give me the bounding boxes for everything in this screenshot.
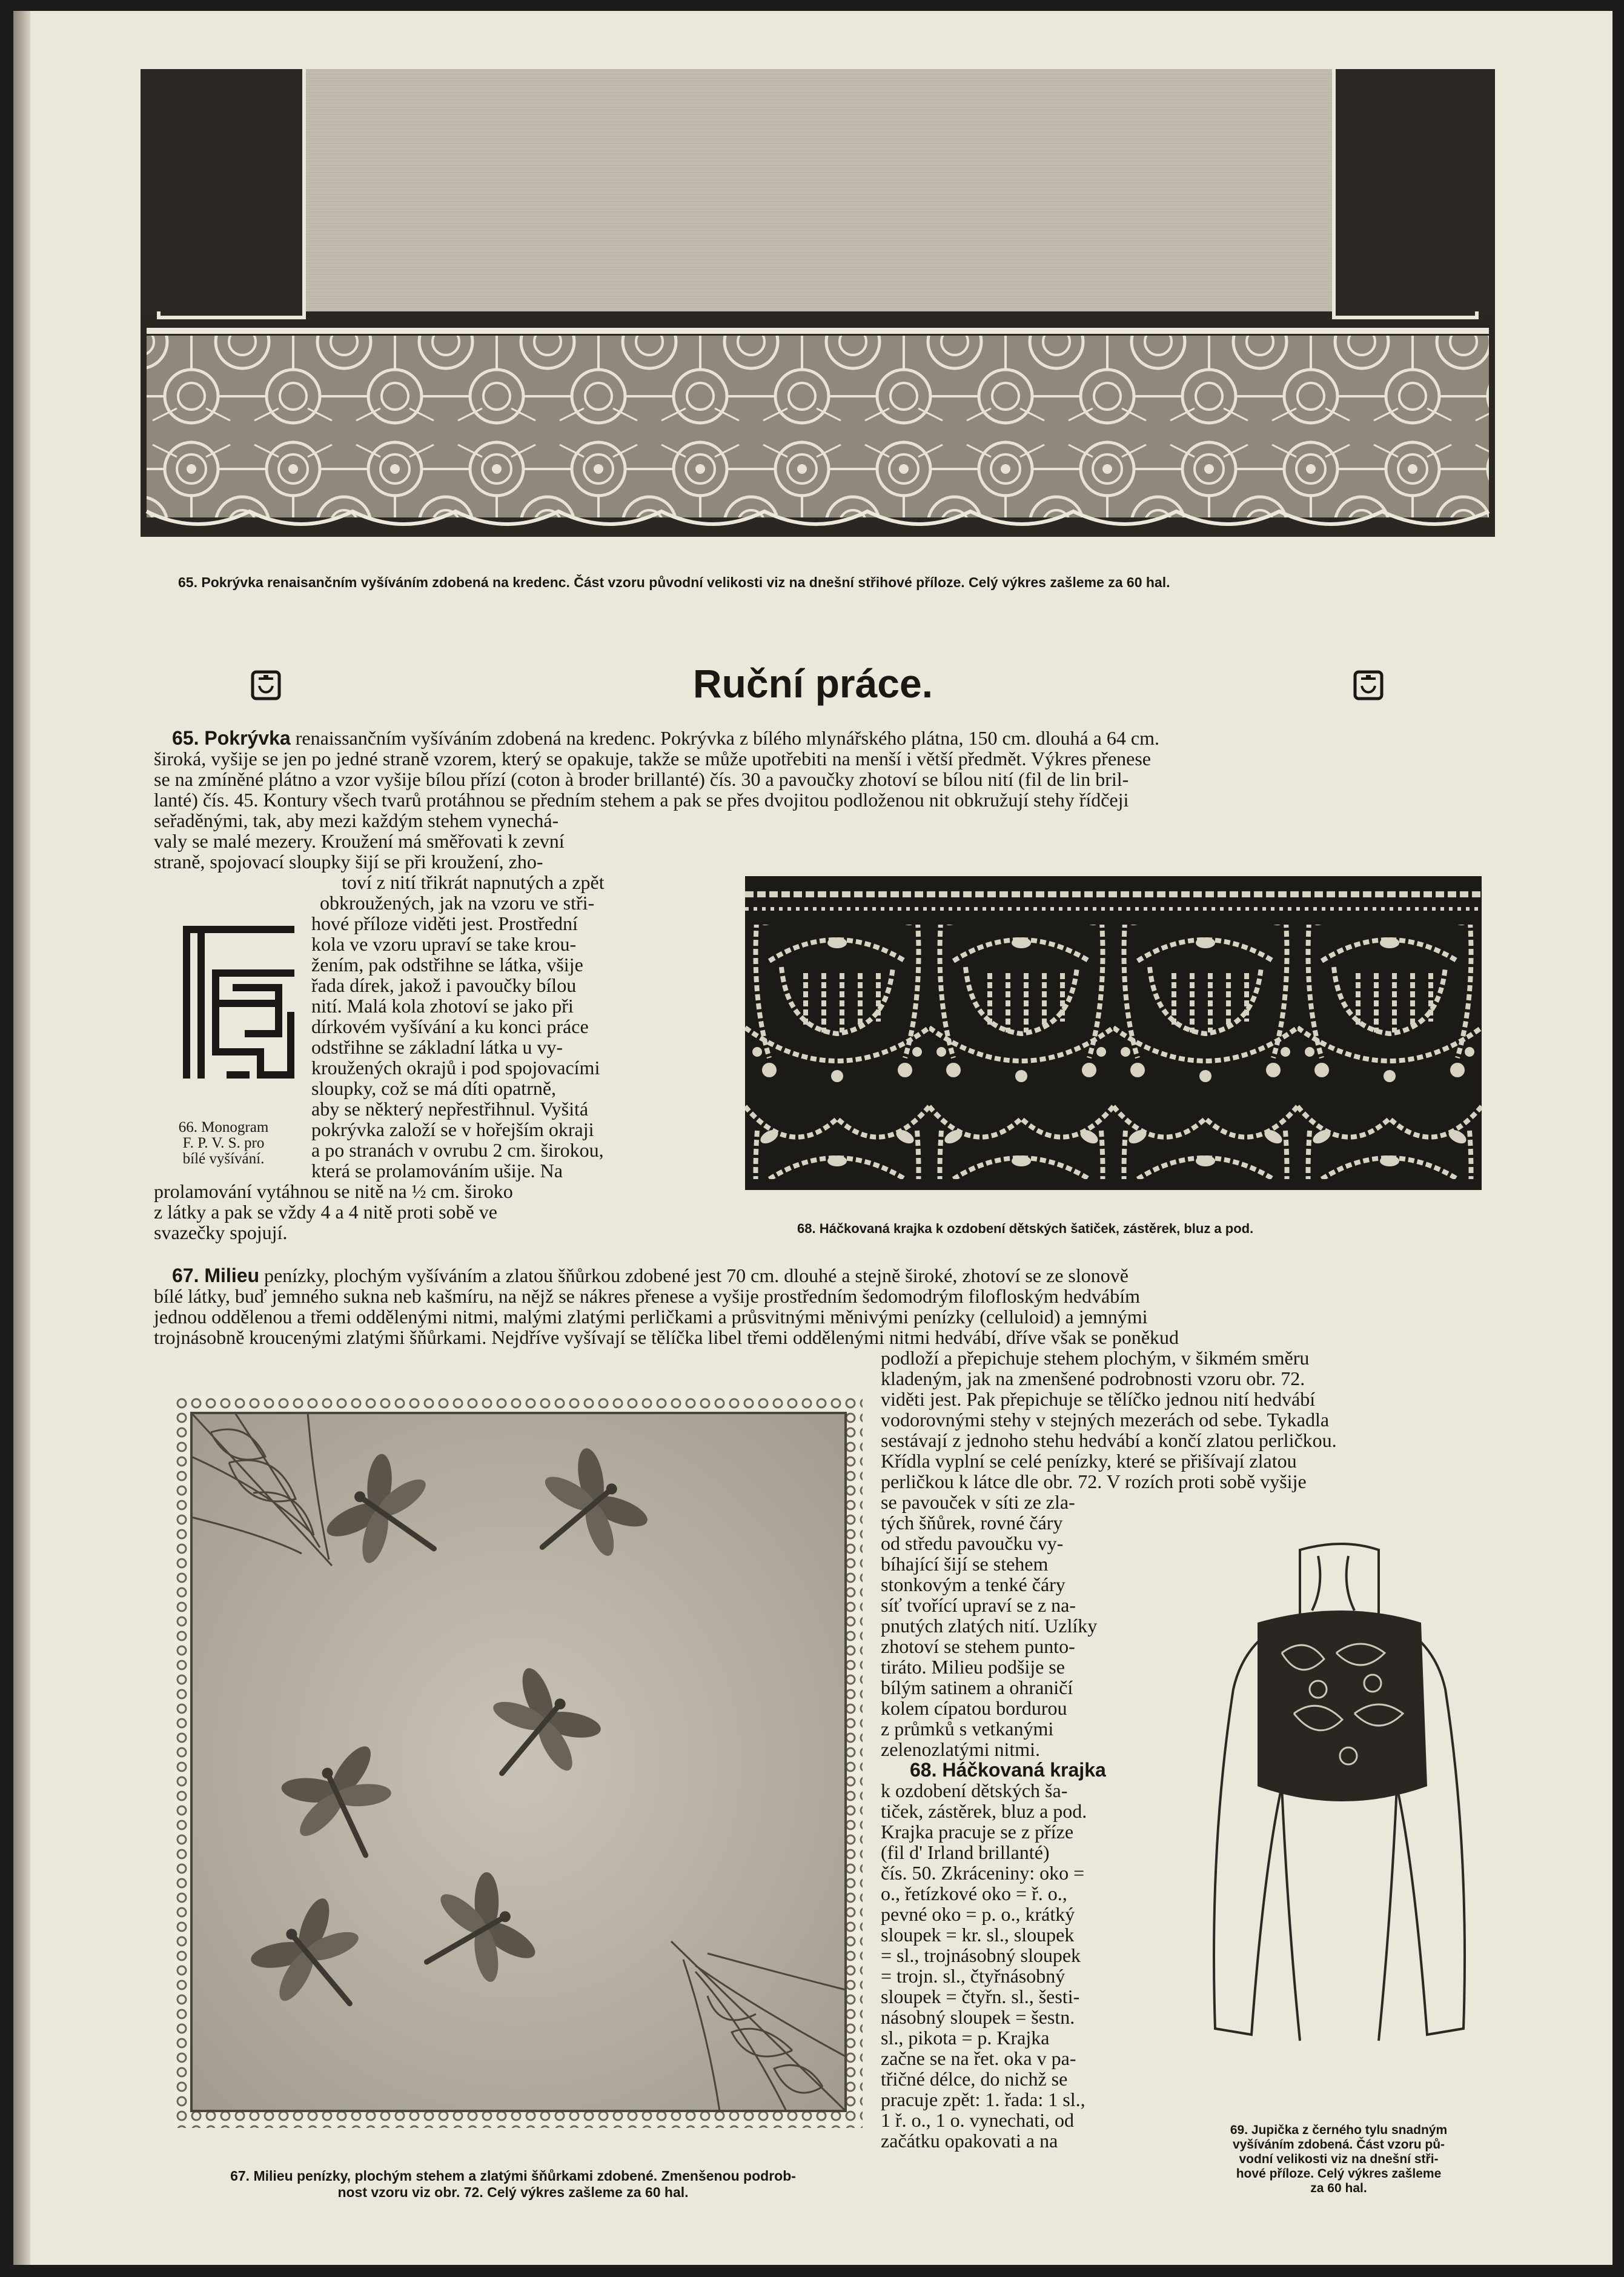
article-line: se na zmíněné plátno a vzor vyšije bílou přízí (coton à broder brillanté) čís. 30 a pavoučky zhotoví se bílou nití (fil de lin bril- xyxy=(154,768,1129,790)
article-line: vodorovnými stehy v stejných mezerách od sebe. Tykadla xyxy=(881,1409,1330,1431)
figure-68-image xyxy=(745,876,1482,1190)
article-line: pracuje zpět: 1. řada: 1 sl., xyxy=(881,2089,1085,2110)
article-line: (fil d' Irland brillanté) xyxy=(881,1841,1050,1863)
article-line: = trojn. sl., čtyřnásobný xyxy=(881,1965,1066,1987)
tablecloth-illustration xyxy=(141,69,1495,537)
article-line: 65. Pokrývka renaissančním vyšíváním zdobená na kredenc. Pokrývka z bílého mlynářského plátna, 150 cm. dlouhá a 64 cm. xyxy=(172,727,1159,749)
article-line: se pavouček v síti ze zla- xyxy=(881,1491,1075,1513)
section-68-heading: 68. Háčkovaná krajka xyxy=(910,1759,1106,1781)
article-line: seřaděnými, tak, aby mezi každým stehem vynechá- xyxy=(154,809,559,831)
article-line: obkroužených, jak na vzoru ve stři- xyxy=(320,892,595,914)
article-line: z průmků s vetkanými xyxy=(881,1718,1054,1740)
article-line: a po stranách v ovrubu 2 cm. širokou, xyxy=(311,1139,604,1161)
article-line: pnutých zlatých nití. Uzlíky xyxy=(881,1615,1098,1637)
milieu-dragonfly-illustration xyxy=(174,1396,863,2128)
monogram-fpvs-icon xyxy=(170,912,299,1092)
figure-69-image xyxy=(1197,1532,1488,2053)
article-line: která se prolamováním ušije. Na xyxy=(311,1160,563,1182)
article-line: jednou oddělenou a třemi oddělenými nitmi, malými zlatými perličkami a průsvitnými měnivými penízky (celluloid) a jemnými xyxy=(154,1306,1148,1328)
figure-67-caption: 67. Milieu penízky, plochým stehem a zlatými šňůrkami zdobené. Zmenšenou podrob- nost vzoru viz obr. 72. Celý výkres zašleme za 60 hal. xyxy=(230,2168,796,2200)
article-line: řada dírek, jakož i pavoučky bílou xyxy=(311,974,577,996)
article-line: kroužených okrajů i pod spojovacími xyxy=(311,1057,600,1079)
article-line: začátku opakovati a na xyxy=(881,2130,1058,2152)
article-line: k ozdobení dětských ša- xyxy=(881,1780,1068,1801)
article-line: trojnásobně kroucenými zlatými šňůrkami. Nejdříve vyšívají se tělíčka libel třemi oddělenými nitmi hedvábí, dříve však se poněkud xyxy=(154,1326,1179,1348)
article-line: bílé látky, buď jemného sukna neb kašmíru, na nějž se nákres přenese a vyšije prostředním šedomodrým filofloským hedvábím xyxy=(154,1285,1140,1307)
article-line: násobný sloupek = šestn. xyxy=(881,2006,1075,2028)
article-line: sl., pikota = p. Krajka xyxy=(881,2027,1050,2049)
article-line: sloupek = kr. sl., sloupek xyxy=(881,1924,1075,1946)
article-line: tiráto. Milieu podšije se xyxy=(881,1656,1065,1678)
article-line: o., řetízkové oko = ř. o., xyxy=(881,1883,1067,1904)
figure-65-image xyxy=(141,69,1495,537)
article-line: nití. Malá kola zhotoví se jako při xyxy=(311,995,574,1017)
article-line: sloupek = čtyřn. sl., šesti- xyxy=(881,1986,1080,2007)
article-line: začne se na řet. oka v pa- xyxy=(881,2047,1076,2069)
article-line: od středu pavoučku vy- xyxy=(881,1532,1064,1554)
article-line: široká, vyšije se jen po jedné straně vzorem, který se opakuje, takže se může upotřebiti na menší i větší předmět. Výkres přenese xyxy=(154,748,1151,770)
article-line: podloží a přepichuje stehem plochým, v šikmém směru xyxy=(881,1347,1310,1369)
article-line: bílým satinem a ohraničí xyxy=(881,1677,1073,1698)
page-binding xyxy=(13,11,30,2265)
article-line: svazečky spojují. xyxy=(154,1222,288,1243)
article-line: odstřihne se základní látka u vy- xyxy=(311,1036,563,1058)
figure-68-caption: 68. Háčkovaná krajka k ozdobení dětských šatiček, zástěrek, bluz a pod. xyxy=(797,1221,1254,1236)
article-line: třičné délce, do nichž se xyxy=(881,2068,1068,2090)
article-line: perličkou k látce dle obr. 72. V rozích proti sobě vyšije xyxy=(881,1471,1307,1492)
article-line: z látky a pak se vždy 4 a 4 nitě proti sobě ve xyxy=(154,1201,497,1223)
article-line: sestávají z jednoho stehu hedvábí a končí zlatou perličkou. xyxy=(881,1429,1337,1451)
article-line: sloupky, což se má díti opatrně, xyxy=(311,1077,557,1099)
article-line: straně, spojovací sloupky šijí se při kroužení, zho- xyxy=(154,851,543,873)
section-65-heading: 65. Pokrývka xyxy=(172,727,291,749)
article-line: Křídla vyplní se celé penízky, které se přišívají zlatou xyxy=(881,1450,1297,1472)
article-line: Krajka pracuje se z příze xyxy=(881,1821,1074,1843)
article-line: čís. 50. Zkráceniny: oko = xyxy=(881,1862,1085,1884)
figure-66-monogram xyxy=(170,912,299,1092)
figure-69-caption: 69. Jupička z černého tylu snadným vyšíváním zdobená. Část vzoru pů- vodní velikosti viz na dnešní stři- hové příloze. Celý výkres zašleme za 60 hal. xyxy=(1230,2123,1448,2195)
article-line: 67. Milieu penízky, plochým vyšíváním a zlatou šňůrkou zdobené jest 70 cm. dlouhé a stejně široké, zhotoví se ze slonově xyxy=(172,1265,1129,1286)
article-line: tých šňůrek, rovné čáry xyxy=(881,1512,1063,1534)
section-67-heading: 67. Milieu xyxy=(172,1265,260,1286)
article-line: toví z nití třikrát napnutých a zpět xyxy=(342,871,605,893)
ornament-right-icon xyxy=(1353,670,1384,700)
article-line: síť tvořící upraví se z na- xyxy=(881,1594,1076,1616)
article-line: zelenozlatými nitmi. xyxy=(881,1738,1041,1760)
page-title: Ruční práce. xyxy=(692,661,933,706)
article-line: bíhající šijí se stehem xyxy=(881,1553,1049,1575)
article-line: kladeným, jak na zmenšené podrobnosti vzoru obr. 72. xyxy=(881,1368,1305,1389)
article-line: prolamování vytáhnou se nitě na ½ cm. široko xyxy=(154,1180,513,1202)
article-line: hové příloze viděti jest. Prostřední xyxy=(311,912,578,934)
figure-65-caption: 65. Pokrývka renaisančním vyšíváním zdobená na kredenc. Část vzoru původní velikosti viz na dnešní střihové příloze. Celý výkres zašleme za 60 hal. xyxy=(178,574,1170,590)
article-line: dírkovém vyšívání a ku konci práce xyxy=(311,1016,589,1037)
figure-66-caption: 66. Monogram F. P. V. S. pro bílé vyšívání. xyxy=(178,1119,269,1167)
article-line: tiček, zástěrek, bluz a pod. xyxy=(881,1800,1087,1822)
article-line: stonkovým a tenké čáry xyxy=(881,1574,1066,1595)
tulle-bolero-illustration xyxy=(1197,1532,1488,2053)
article-line: kola ve vzoru upraví se take krou- xyxy=(311,933,577,955)
article-line: kolem cípatou bordurou xyxy=(881,1697,1067,1719)
article-line: žením, pak odstřihne se látka, všije xyxy=(311,954,583,976)
article-line: pevné oko = p. o., krátký xyxy=(881,1903,1075,1925)
article-line: viděti jest. Pak přepichuje se tělíčko jednou nití hedvábí xyxy=(881,1388,1316,1410)
article-line: lanté) čís. 45. Kontury všech tvarů protáhnou se předním stehem a pak se přes dvojitou podloženou nit obkružují stehy řídčeji xyxy=(154,789,1129,811)
article-line: pokrývka založí se v hořejším okraji xyxy=(311,1119,594,1140)
article-line: 1 ř. o., 1 o. vynechati, od xyxy=(881,2109,1075,2131)
article-line: aby se některý nepřestřihnul. Vyšitá xyxy=(311,1098,589,1120)
article-line: valy se malé mezery. Kroužení má směřovati k zevní xyxy=(154,830,565,852)
crochet-lace-illustration xyxy=(745,876,1482,1190)
figure-67-image xyxy=(174,1396,863,2128)
article-line: = sl., trojnásobný sloupek xyxy=(881,1944,1081,1966)
article-line: zhotoví se stehem punto- xyxy=(881,1635,1075,1657)
page xyxy=(13,11,1612,2265)
